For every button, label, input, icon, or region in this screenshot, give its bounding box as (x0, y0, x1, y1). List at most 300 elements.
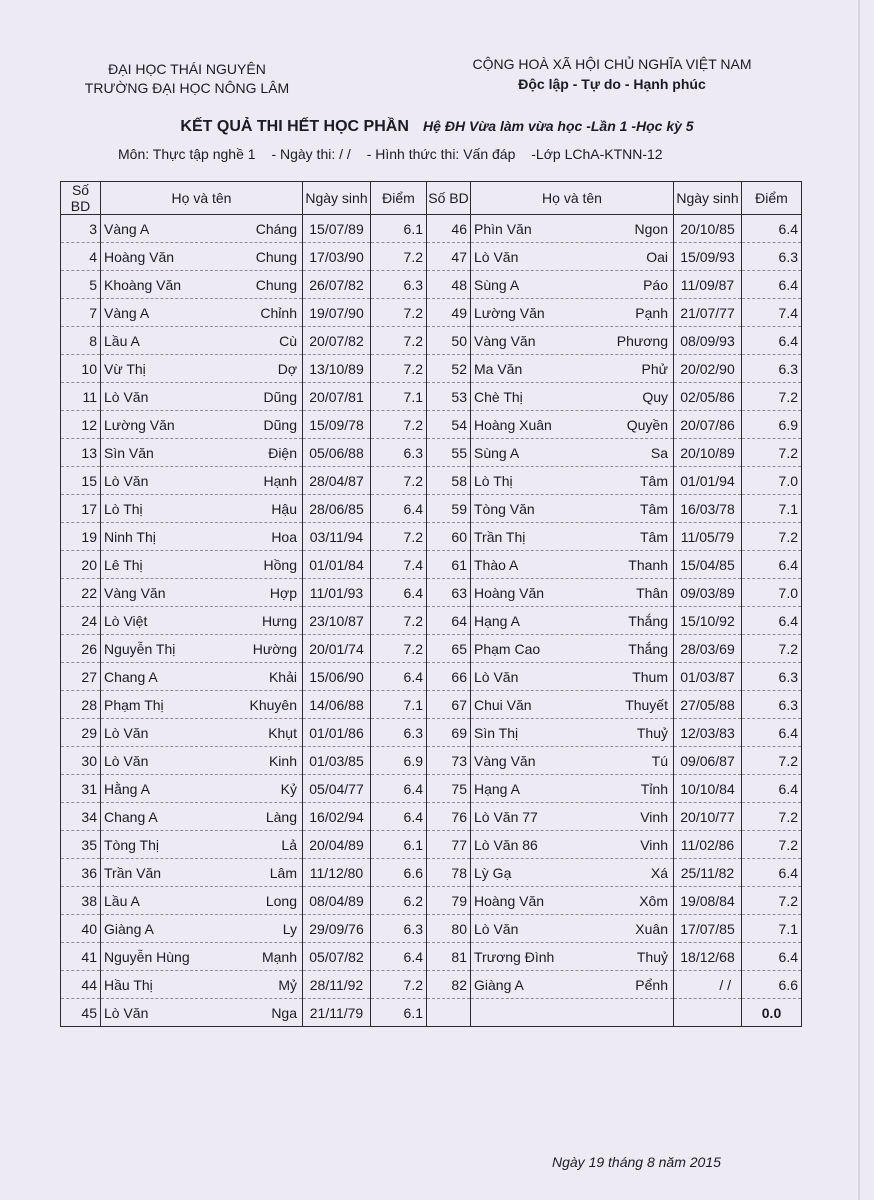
given-name: Lò Văn 86 (474, 836, 538, 853)
family-name: Xôm (639, 892, 668, 909)
name-cell (101, 943, 303, 971)
dob-cell: 17/07/85 (674, 915, 742, 943)
col-header-score: Điểm (371, 182, 427, 215)
name-cell (471, 971, 674, 999)
given-name: Chui Văn (474, 696, 532, 713)
table-row (61, 299, 802, 327)
title-main: KẾT QUẢ THI HẾT HỌC PHẦN (180, 118, 409, 135)
table-row (61, 327, 802, 355)
score-cell: 6.3 (371, 271, 427, 299)
dob-cell: 11/05/79 (674, 523, 742, 551)
score-cell: 7.1 (742, 495, 802, 523)
table-row (61, 243, 802, 271)
dob-cell: 28/06/85 (303, 495, 371, 523)
given-name: Hoàng Văn (474, 584, 545, 601)
family-name: Thắng (628, 640, 668, 657)
score-cell: 7.2 (742, 831, 802, 859)
family-name: Xuân (635, 920, 668, 937)
score-cell: 7.2 (371, 411, 427, 439)
dob-cell: 19/08/84 (674, 887, 742, 915)
name-cell (471, 551, 674, 579)
sbd-cell: 41 (61, 943, 101, 971)
given-name: Lò Văn (104, 472, 149, 489)
name-cell (101, 327, 303, 355)
sbd-cell: 79 (427, 887, 471, 915)
given-name: Chè Thị (474, 388, 523, 405)
table-row (61, 607, 802, 635)
family-name: Páo (643, 276, 668, 293)
name-cell (471, 635, 674, 663)
family-name: Hường (252, 640, 297, 657)
family-name: Dũng (263, 388, 297, 405)
dob-cell: 20/10/77 (674, 803, 742, 831)
given-name: Trương Đình (474, 948, 555, 965)
sbd-cell: 8 (61, 327, 101, 355)
given-name: Hạng A (474, 612, 520, 629)
dob-cell: 01/01/84 (303, 551, 371, 579)
given-name: Tòng Văn (474, 500, 535, 517)
family-name: Thắng (628, 612, 668, 629)
exam-info (118, 146, 675, 162)
table-row (61, 971, 802, 999)
given-name: Vàng A (104, 304, 150, 321)
sbd-cell: 17 (61, 495, 101, 523)
name-cell (471, 495, 674, 523)
name-cell (471, 299, 674, 327)
dob-cell: 11/02/86 (674, 831, 742, 859)
dob-cell: 01/01/94 (674, 467, 742, 495)
school-name: TRƯỜNG ĐẠI HỌC NÔNG LÂM (84, 80, 290, 96)
exam-date-label: - Ngày thi: / / (271, 146, 351, 162)
score-cell: 6.1 (371, 215, 427, 243)
given-name: Hoàng Văn (104, 248, 175, 265)
name-cell (101, 271, 303, 299)
family-name: Cháng (255, 220, 297, 237)
sbd-cell: 19 (61, 523, 101, 551)
name-cell (101, 663, 303, 691)
given-name: Khoàng Văn (104, 276, 182, 293)
given-name: Giàng A (474, 976, 524, 993)
name-cell (101, 971, 303, 999)
table-row (61, 719, 802, 747)
table-row (61, 215, 802, 243)
sbd-cell: 58 (427, 467, 471, 495)
family-name: Thân (636, 584, 668, 601)
dob-cell: 27/05/88 (674, 691, 742, 719)
given-name: Lò Văn (104, 724, 149, 741)
name-cell (471, 691, 674, 719)
dob-cell: 29/09/76 (303, 915, 371, 943)
given-name: Vừ Thị (104, 360, 146, 377)
dob-cell: 11/09/87 (674, 271, 742, 299)
name-cell (471, 327, 674, 355)
sbd-cell: 61 (427, 551, 471, 579)
family-name: Ly (282, 920, 297, 937)
family-name: Lả (281, 836, 297, 853)
sbd-cell: 7 (61, 299, 101, 327)
dob-cell: 14/06/88 (303, 691, 371, 719)
score-cell: 6.4 (742, 215, 802, 243)
family-name: Xá (650, 864, 668, 881)
score-cell: 6.1 (371, 831, 427, 859)
sbd-cell: 78 (427, 859, 471, 887)
given-name: Lò Văn (104, 388, 149, 405)
dob-cell: 20/07/81 (303, 383, 371, 411)
family-name: Thanh (628, 556, 668, 573)
score-cell: 7.1 (371, 383, 427, 411)
score-cell: 6.6 (371, 859, 427, 887)
score-cell: 7.2 (371, 327, 427, 355)
sbd-cell: 38 (61, 887, 101, 915)
dob-cell: 03/11/94 (303, 523, 371, 551)
score-cell: 7.2 (742, 887, 802, 915)
score-cell: 6.1 (371, 999, 427, 1027)
sbd-cell: 36 (61, 859, 101, 887)
family-name: Chung (255, 276, 297, 293)
col-header-name: Họ và tên (471, 182, 674, 215)
family-name: Quy (642, 388, 668, 405)
score-cell: 6.4 (742, 719, 802, 747)
sbd-cell: 5 (61, 271, 101, 299)
sbd-cell: 81 (427, 943, 471, 971)
dob-cell: 21/11/79 (303, 999, 371, 1027)
dob-cell: 20/07/86 (674, 411, 742, 439)
sbd-cell: 40 (61, 915, 101, 943)
sbd-cell: 11 (61, 383, 101, 411)
name-cell (471, 831, 674, 859)
sbd-cell: 46 (427, 215, 471, 243)
dob-cell: 26/07/82 (303, 271, 371, 299)
score-cell: 7.0 (742, 467, 802, 495)
dob-cell: 15/09/78 (303, 411, 371, 439)
institution-header (62, 60, 312, 98)
score-cell: 6.3 (742, 663, 802, 691)
sbd-cell: 35 (61, 831, 101, 859)
given-name: Lò Việt (104, 612, 148, 629)
given-name: Lò Văn (474, 920, 519, 937)
sbd-cell: 66 (427, 663, 471, 691)
given-name: Lường Văn (474, 304, 545, 321)
name-cell (101, 691, 303, 719)
table-row (61, 999, 802, 1027)
signing-date: Ngày 19 tháng 8 năm 2015 (552, 1154, 721, 1170)
score-cell: 7.2 (371, 355, 427, 383)
sbd-cell: 49 (427, 299, 471, 327)
given-name: Ninh Thị (104, 528, 156, 545)
dob-cell: 20/02/90 (674, 355, 742, 383)
name-cell (471, 887, 674, 915)
sbd-cell: 47 (427, 243, 471, 271)
given-name: Chang A (104, 808, 158, 825)
name-cell (471, 999, 674, 1027)
document-title (0, 118, 874, 136)
republic-name: CỘNG HOÀ XÃ HỘI CHỦ NGHĨA VIỆT NAM (472, 56, 752, 72)
family-name: Thuỷ (636, 724, 668, 741)
score-cell: 7.2 (371, 971, 427, 999)
sbd-cell: 80 (427, 915, 471, 943)
given-name: Lò Văn (474, 668, 519, 685)
name-cell (101, 999, 303, 1027)
sbd-cell: 67 (427, 691, 471, 719)
given-name: Lò Văn (104, 1004, 149, 1021)
given-name: Lò Văn (104, 752, 149, 769)
score-cell: 6.4 (742, 943, 802, 971)
table-row (61, 831, 802, 859)
table-row (61, 887, 802, 915)
score-cell: 6.4 (742, 327, 802, 355)
score-cell: 6.4 (742, 551, 802, 579)
family-name: Dũng (263, 416, 297, 433)
name-cell (101, 775, 303, 803)
family-name: Tâm (640, 528, 668, 545)
name-cell (101, 495, 303, 523)
name-cell (471, 215, 674, 243)
col-header-sbd: Số BD (427, 182, 471, 215)
name-cell (101, 803, 303, 831)
table-header-row (61, 182, 802, 215)
dob-cell: 11/12/80 (303, 859, 371, 887)
family-name: Ngon (634, 220, 668, 237)
subject-label: Môn: Thực tập nghề 1 (118, 146, 256, 162)
sbd-cell: 3 (61, 215, 101, 243)
table-row (61, 691, 802, 719)
col-header-dob: Ngày sinh (674, 182, 742, 215)
dob-cell: 20/10/89 (674, 439, 742, 467)
score-cell: 6.2 (371, 887, 427, 915)
sbd-cell: 76 (427, 803, 471, 831)
family-name: Khải (268, 668, 297, 685)
name-cell (101, 299, 303, 327)
score-cell: 6.9 (371, 747, 427, 775)
given-name: Nguyễn Thị (104, 640, 176, 657)
score-cell: 6.3 (742, 691, 802, 719)
table-row (61, 635, 802, 663)
sbd-cell: 60 (427, 523, 471, 551)
dob-cell: 20/07/82 (303, 327, 371, 355)
given-name: Vàng Văn (474, 752, 536, 769)
family-name: Phử (641, 360, 668, 377)
given-name: Lò Văn 77 (474, 808, 538, 825)
sbd-cell: 31 (61, 775, 101, 803)
sbd-cell: 13 (61, 439, 101, 467)
dob-cell: 28/11/92 (303, 971, 371, 999)
dob-cell: 08/09/93 (674, 327, 742, 355)
family-name: Tâm (640, 500, 668, 517)
sbd-cell: 63 (427, 579, 471, 607)
name-cell (101, 243, 303, 271)
family-name: Quyền (626, 416, 668, 433)
score-cell: 6.4 (742, 607, 802, 635)
given-name: Hầu Thị (104, 976, 153, 993)
family-name: Hạnh (263, 472, 297, 489)
family-name: Thuỷ (636, 948, 668, 965)
family-name: Long (265, 892, 297, 909)
given-name: Trần Thị (474, 528, 526, 545)
score-cell: 7.4 (371, 551, 427, 579)
score-cell: 7.2 (742, 523, 802, 551)
sbd-cell: 45 (61, 999, 101, 1027)
table-row (61, 439, 802, 467)
dob-cell: 20/01/74 (303, 635, 371, 663)
sbd-cell: 29 (61, 719, 101, 747)
dob-cell: 21/07/77 (674, 299, 742, 327)
dob-cell: / / (674, 971, 742, 999)
given-name: Lò Thị (104, 500, 143, 517)
name-cell (471, 439, 674, 467)
family-name: Kỷ (280, 780, 297, 797)
given-name: Vàng Văn (104, 584, 166, 601)
table-row (61, 495, 802, 523)
table-row (61, 355, 802, 383)
table-row (61, 523, 802, 551)
dob-cell: 12/03/83 (674, 719, 742, 747)
table-row (61, 579, 802, 607)
given-name: Hạng A (474, 780, 520, 797)
given-name: Sìn Thị (474, 724, 519, 741)
score-cell: 7.1 (371, 691, 427, 719)
given-name: Nguyễn Hùng (104, 948, 190, 965)
sbd-cell: 27 (61, 663, 101, 691)
name-cell (101, 215, 303, 243)
given-name: Vàng Văn (474, 332, 536, 349)
sbd-cell: 12 (61, 411, 101, 439)
family-name: Khụt (268, 724, 297, 741)
exam-form-label: - Hình thức thi: Vấn đáp (366, 146, 516, 162)
name-cell (101, 355, 303, 383)
score-cell: 6.6 (742, 971, 802, 999)
name-cell (101, 635, 303, 663)
family-name: Thum (632, 668, 668, 685)
family-name: Chung (255, 248, 297, 265)
dob-cell: 05/04/77 (303, 775, 371, 803)
name-cell (101, 887, 303, 915)
given-name: Thào A (474, 556, 519, 573)
name-cell (101, 915, 303, 943)
sbd-cell: 44 (61, 971, 101, 999)
table-row (61, 467, 802, 495)
name-cell (101, 411, 303, 439)
score-cell: 7.2 (742, 803, 802, 831)
family-name: Oai (646, 248, 668, 265)
given-name: Ma Văn (474, 360, 523, 377)
dob-cell: 01/01/86 (303, 719, 371, 747)
name-cell (101, 551, 303, 579)
dob-cell: 28/03/69 (674, 635, 742, 663)
given-name: Sùng A (474, 444, 520, 461)
col-header-name: Họ và tên (101, 182, 303, 215)
table-row (61, 551, 802, 579)
family-name: Chỉnh (260, 304, 297, 321)
family-name: Sa (650, 444, 668, 461)
family-name: Tâm (640, 472, 668, 489)
score-cell: 6.9 (742, 411, 802, 439)
dob-cell: 01/03/87 (674, 663, 742, 691)
given-name: Hoàng Văn (474, 892, 545, 909)
given-name: Lầu A (104, 892, 140, 909)
given-name: Phạm Thị (104, 696, 164, 713)
class-label: -Lớp LChA-KTNN-12 (531, 146, 663, 162)
score-cell: 7.2 (371, 467, 427, 495)
sbd-cell: 34 (61, 803, 101, 831)
sbd-cell: 22 (61, 579, 101, 607)
family-name: Tú (651, 752, 668, 769)
table-row (61, 271, 802, 299)
sbd-cell: 59 (427, 495, 471, 523)
sbd-cell: 75 (427, 775, 471, 803)
name-cell (471, 803, 674, 831)
sbd-cell: 55 (427, 439, 471, 467)
dob-cell: 16/02/94 (303, 803, 371, 831)
given-name: Lò Văn (474, 248, 519, 265)
name-cell (471, 747, 674, 775)
score-cell: 6.3 (371, 915, 427, 943)
given-name: Hoàng Xuân (474, 416, 552, 433)
family-name: Hợp (269, 584, 297, 601)
score-cell: 7.2 (742, 383, 802, 411)
dob-cell: 18/12/68 (674, 943, 742, 971)
given-name: Lê Thị (104, 556, 143, 573)
score-cell: 6.4 (371, 943, 427, 971)
family-name: Vinh (640, 808, 668, 825)
name-cell (471, 243, 674, 271)
sbd-cell: 53 (427, 383, 471, 411)
dob-cell: 17/03/90 (303, 243, 371, 271)
score-cell: 6.4 (371, 579, 427, 607)
given-name: Vàng A (104, 220, 150, 237)
sbd-cell: 26 (61, 635, 101, 663)
sbd-cell: 24 (61, 607, 101, 635)
name-cell (101, 579, 303, 607)
table-row (61, 663, 802, 691)
dob-cell: 05/07/82 (303, 943, 371, 971)
name-cell (471, 467, 674, 495)
score-cell: 6.4 (371, 495, 427, 523)
family-name: Vinh (640, 836, 668, 853)
score-cell: 6.3 (371, 719, 427, 747)
sbd-cell: 15 (61, 467, 101, 495)
score-cell: 6.4 (371, 775, 427, 803)
family-name: Mạnh (261, 948, 297, 965)
dob-cell: 23/10/87 (303, 607, 371, 635)
name-cell (471, 859, 674, 887)
name-cell (101, 467, 303, 495)
sbd-cell: 50 (427, 327, 471, 355)
dob-cell: 02/05/86 (674, 383, 742, 411)
dob-cell: 13/10/89 (303, 355, 371, 383)
score-cell: 6.4 (742, 775, 802, 803)
score-cell: 7.2 (371, 243, 427, 271)
scan-edge-shadow (858, 0, 860, 1200)
sbd-cell: 73 (427, 747, 471, 775)
score-cell: 7.2 (371, 607, 427, 635)
family-name: Nga (271, 1004, 297, 1021)
given-name: Lò Thị (474, 472, 513, 489)
name-cell (101, 383, 303, 411)
sbd-cell: 28 (61, 691, 101, 719)
score-cell: 7.2 (742, 747, 802, 775)
score-cell: 6.3 (742, 243, 802, 271)
dob-cell (674, 999, 742, 1027)
sbd-cell: 82 (427, 971, 471, 999)
sbd-cell: 54 (427, 411, 471, 439)
name-cell (101, 719, 303, 747)
given-name: Lầu A (104, 332, 140, 349)
dob-cell: 05/06/88 (303, 439, 371, 467)
name-cell (471, 775, 674, 803)
name-cell (471, 271, 674, 299)
name-cell (471, 719, 674, 747)
score-cell: 6.4 (371, 803, 427, 831)
